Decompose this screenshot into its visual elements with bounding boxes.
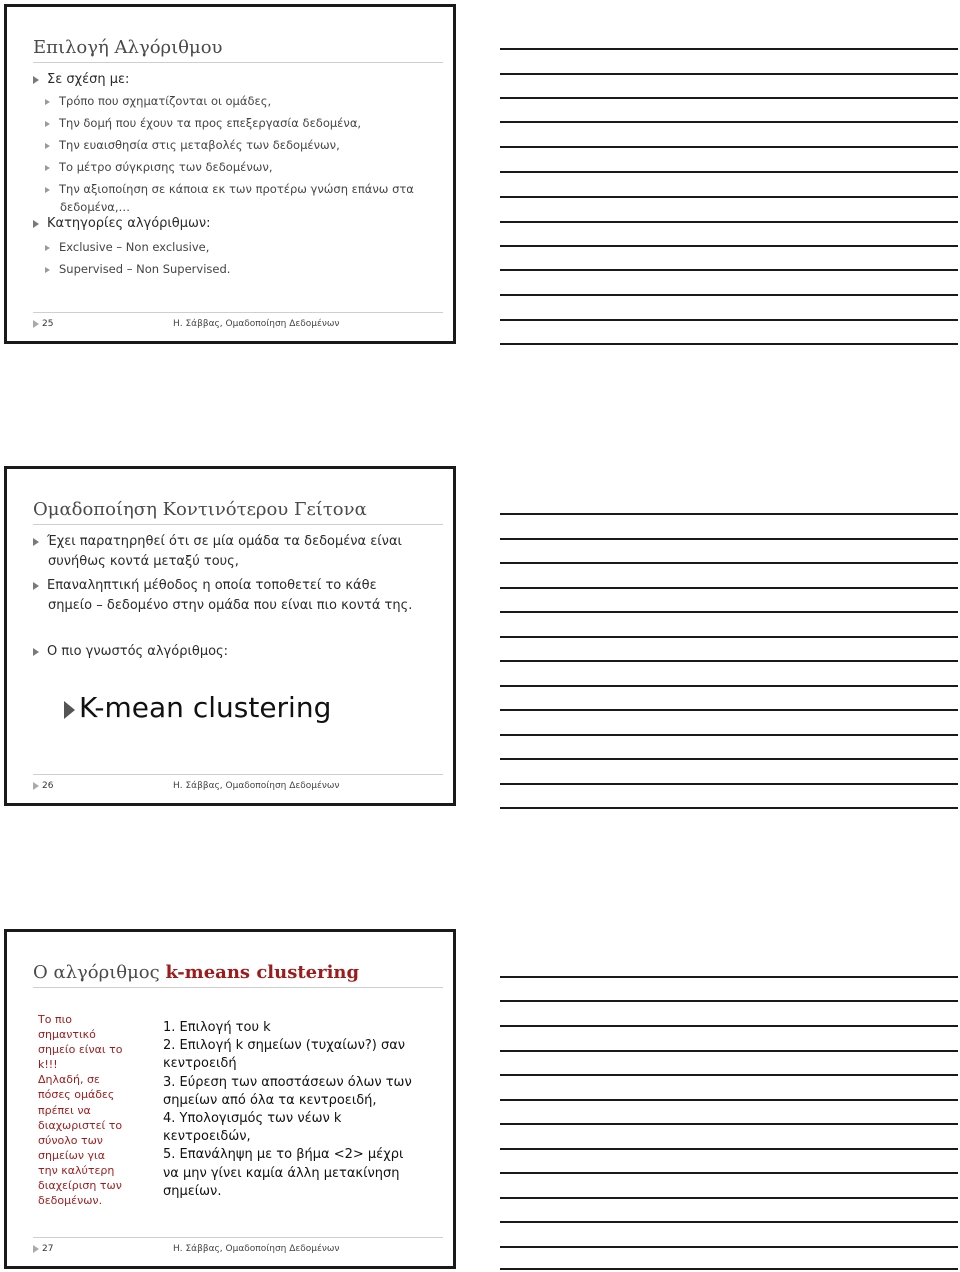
note-line: [500, 1172, 958, 1174]
footer-author: Η. Σάββας, Ομαδοποίηση Δεδομένων: [173, 781, 340, 791]
bullet-arrow-icon: [45, 245, 50, 251]
note-line: [500, 976, 958, 978]
step-line: να μην γίνει καμία άλλη μετακίνηση: [163, 1165, 400, 1181]
footer-arrow-icon: [33, 782, 39, 790]
note-line: [500, 734, 958, 736]
sub-bullet: Supervised – Non Supervised.: [45, 259, 439, 279]
bullet-arrow-icon: [33, 538, 39, 546]
note-line: [500, 221, 958, 223]
slide-title: Ο αλγόριθμος k-means clustering: [33, 962, 443, 988]
bullet-heading: Κατηγορίες αλγόριθμων:: [33, 215, 439, 233]
note-line: [500, 1025, 958, 1027]
slide-title: Επιλογή Αλγόριθμου: [33, 37, 443, 63]
step-line: 2. Επιλογή k σημείων (τυχαίων?) σαν: [163, 1038, 406, 1054]
note-line: [500, 685, 958, 687]
note-line: [500, 1221, 958, 1223]
note-line: [500, 562, 958, 564]
note-line: [500, 121, 958, 123]
sub-bullet: Το μέτρο σύγκρισης των δεδομένων,: [45, 157, 439, 177]
note-line: [500, 97, 958, 99]
note-line: [500, 245, 958, 247]
bullet-heading: Σε σχέση με:: [33, 71, 439, 89]
step-line: 3. Εύρεση των αποστάσεων όλων των: [163, 1074, 412, 1090]
note-line: [500, 1148, 958, 1150]
slide-27: [4, 929, 456, 1269]
bullet-arrow-icon: [45, 267, 50, 273]
note-column: Το πιο σημαντικό σημείο είναι το k!!! Δηλαδή, σε πόσες ομάδες πρέπει να διαχωριστεί το σύνολο των σημείων για την καλύτερη διαχείριση των δεδομένων.: [38, 1013, 123, 1208]
page-number: 25: [42, 319, 54, 329]
note-line: [500, 538, 958, 540]
sub-bullet: Exclusive – Non exclusive,: [45, 237, 439, 257]
sub-bullet: Την ευαισθησία στις μεταβολές των δεδομένων,: [45, 135, 439, 155]
note-line: [500, 1074, 958, 1076]
bullet-continuation: σημείο – δεδομένο στην ομάδα που είναι πιο κοντά της.: [48, 598, 413, 613]
note-line: [500, 171, 958, 173]
footer-author: Η. Σάββας, Ομαδοποίηση Δεδομένων: [173, 319, 340, 329]
step-line: 5. Επανάληψη με το βήμα <2> μέχρι: [163, 1147, 404, 1163]
slide-footer: [33, 1237, 443, 1260]
bullet-arrow-icon: [45, 121, 50, 127]
note-line: [500, 587, 958, 589]
step-line: σημείων.: [163, 1183, 222, 1199]
step-line: σημείων από όλα τα κεντροειδή,: [163, 1092, 377, 1108]
step-line: 1. Επιλογή του k: [163, 1020, 271, 1035]
note-line: [500, 1197, 958, 1199]
bullet: Έχει παρατηρηθεί ότι σε μία ομάδα τα δεδομένα είναι: [33, 533, 439, 551]
sub-bullet: Την αξιοποίηση σε κάποια εκ των προτέρω γνώση επάνω στα: [45, 179, 439, 199]
note-line: [500, 1123, 958, 1125]
algorithm-steps: [163, 1019, 443, 1201]
note-line: [500, 269, 958, 271]
note-line: [500, 294, 958, 296]
bullet-arrow-icon: [45, 187, 50, 193]
bullet: Ο πιο γνωστός αλγόριθμος:: [33, 643, 439, 661]
note-line: [500, 73, 958, 75]
footer-arrow-icon: [33, 1245, 39, 1253]
note-line: [500, 1000, 958, 1002]
bullet-arrow-icon: [64, 701, 75, 719]
bullet-arrow-icon: [33, 648, 39, 656]
sub-bullet: Τρόπο που σχηματίζονται οι ομάδες,: [45, 91, 439, 111]
slide-footer: [33, 312, 443, 335]
bullet-arrow-icon: [45, 165, 50, 171]
bullet-arrow-icon: [33, 76, 39, 84]
bullet: Επαναληπτική μέθοδος η οποία τοποθετεί το κάθε: [33, 577, 439, 595]
note-line: [500, 196, 958, 198]
note-line: [500, 319, 958, 321]
note-line: [500, 660, 958, 662]
bullet-arrow-icon: [45, 143, 50, 149]
note-line: [500, 513, 958, 515]
algorithm-highlight: K-mean clustering: [64, 691, 331, 724]
slide-title: Ομαδοποίηση Κοντινότερου Γείτονα: [33, 499, 443, 525]
step-line: κεντροειδών,: [163, 1129, 251, 1145]
note-line: [500, 1268, 958, 1270]
note-line: [500, 611, 958, 613]
note-line: [500, 1099, 958, 1101]
step-line: 4. Υπολογισμός των νέων k: [163, 1111, 342, 1127]
note-line: [500, 1050, 958, 1052]
note-line: [500, 146, 958, 148]
slide-footer: [33, 774, 443, 797]
note-line: [500, 48, 958, 50]
bullet-arrow-icon: [33, 582, 39, 590]
step-line: κεντροειδή: [163, 1056, 237, 1072]
note-line: [500, 807, 958, 809]
note-line: [500, 1246, 958, 1248]
note-line: [500, 636, 958, 638]
page-number: 27: [42, 1244, 54, 1254]
footer-author: Η. Σάββας, Ομαδοποίηση Δεδομένων: [173, 1244, 340, 1254]
note-line: [500, 709, 958, 711]
note-line: [500, 758, 958, 760]
slide-26: [4, 466, 456, 806]
sub-bullet: Την δομή που έχουν τα προς επεξεργασία δεδομένα,: [45, 113, 439, 133]
bullet-arrow-icon: [33, 220, 39, 228]
footer-arrow-icon: [33, 320, 39, 328]
sub-bullet-continuation: δεδομένα,…: [60, 200, 131, 214]
page-number: 26: [42, 781, 54, 791]
note-line: [500, 783, 958, 785]
bullet-continuation: συνήθως κοντά μεταξύ τους,: [48, 554, 239, 569]
title-highlight: k-means clustering: [165, 962, 360, 983]
note-line: [500, 343, 958, 345]
bullet-arrow-icon: [45, 99, 50, 105]
slide-25: [4, 4, 456, 344]
